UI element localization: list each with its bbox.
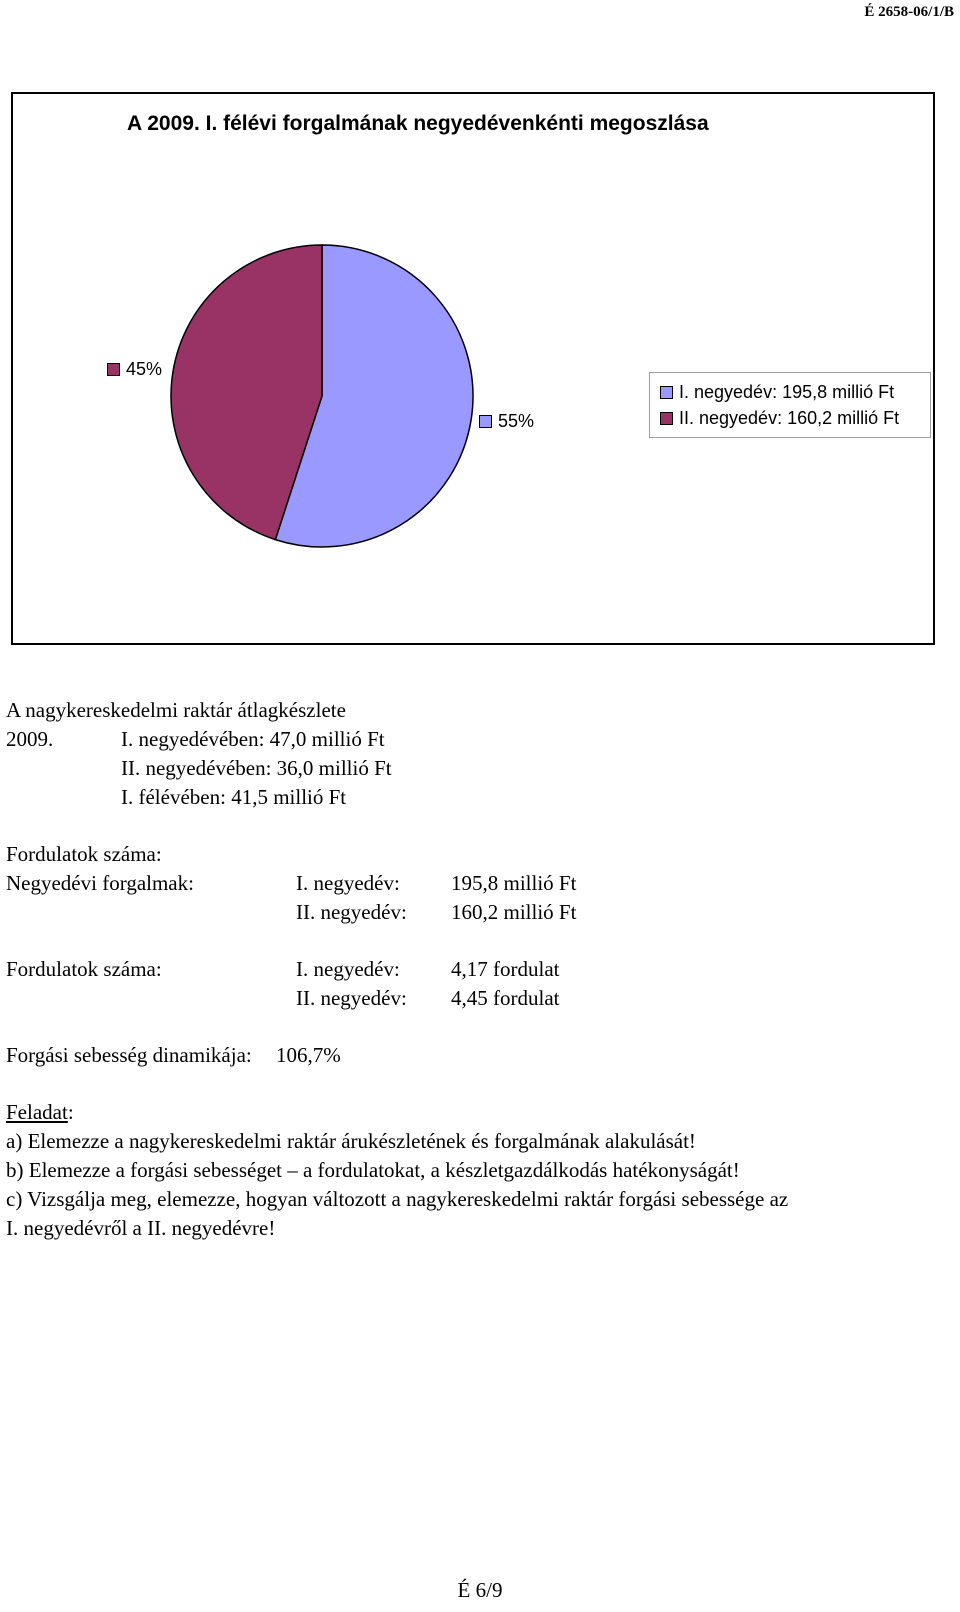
q1-turns-label: I. negyedév: <box>296 957 400 981</box>
task-heading-colon: : <box>67 1100 74 1124</box>
q2-stock: II. negyedévében: 36,0 millió Ft <box>121 756 392 780</box>
pie-chart <box>11 92 935 645</box>
page-number: É 6/9 <box>457 1578 503 1602</box>
pie-label-text: 45% <box>126 359 163 379</box>
legend-label: I. negyedév: 195,8 millió Ft <box>679 381 895 402</box>
task-heading <box>6 1100 74 1125</box>
pie-label-q1 <box>479 411 534 432</box>
q2-turns-value: 4,45 fordulat <box>451 986 560 1010</box>
year-label: 2009. <box>6 727 54 751</box>
task-heading-text: Feladat <box>6 1100 68 1124</box>
task-a: a) Elemezze a nagykereskedelmi raktár árukészletének és forgalmának alakulását! <box>6 1129 696 1153</box>
chart-title: A 2009. I. félévi forgalmának negyedévenkénti megoszlása <box>127 112 709 135</box>
quarterly-sales-label: Negyedévi forgalmak: <box>6 871 194 895</box>
q2-sales-value: 160,2 millió Ft <box>451 900 577 924</box>
q1-sales-value: 195,8 millió Ft <box>451 871 577 895</box>
turns-label: Fordulatok száma: <box>6 957 162 981</box>
chart-legend <box>649 372 931 438</box>
legend-swatch <box>660 412 673 425</box>
legend-item-q2 <box>660 405 930 431</box>
task-c-line1: c) Vizsgálja meg, elemezze, hogyan változott a nagykereskedelmi raktár forgási sebessége az <box>6 1187 789 1211</box>
h1-stock: I. félévében: 41,5 millió Ft <box>121 785 347 809</box>
q1-turns-value: 4,17 fordulat <box>451 957 560 981</box>
legend-label: II. negyedév: 160,2 millió Ft <box>679 407 900 428</box>
task-b: b) Elemezze a forgási sebességet – a fordulatokat, a készletgazdálkodás hatékonyságát! <box>6 1158 740 1182</box>
pie-label-swatch <box>479 415 492 428</box>
q1-stock: I. negyedévében: 47,0 millió Ft <box>121 727 385 751</box>
document-code: É 2658-06/1/B <box>864 4 954 20</box>
legend-item-q1 <box>660 379 930 405</box>
q2-turns-label: II. negyedév: <box>296 986 407 1010</box>
legend-swatch <box>660 386 673 399</box>
pie-label-swatch <box>107 363 120 376</box>
task-c-line2: I. negyedévről a II. negyedévre! <box>6 1216 276 1240</box>
pie-label-q2 <box>107 359 162 380</box>
pie-label-text: 55% <box>498 411 535 431</box>
stock-title: A nagykereskedelmi raktár átlagkészlete <box>6 698 346 722</box>
dynamics-value: 106,7% <box>276 1043 341 1067</box>
q2-sales-label: II. negyedév: <box>296 900 407 924</box>
turns-heading: Fordulatok száma: <box>6 842 162 866</box>
dynamics-label: Forgási sebesség dinamikája: <box>6 1043 252 1067</box>
q1-sales-label: I. negyedév: <box>296 871 400 895</box>
